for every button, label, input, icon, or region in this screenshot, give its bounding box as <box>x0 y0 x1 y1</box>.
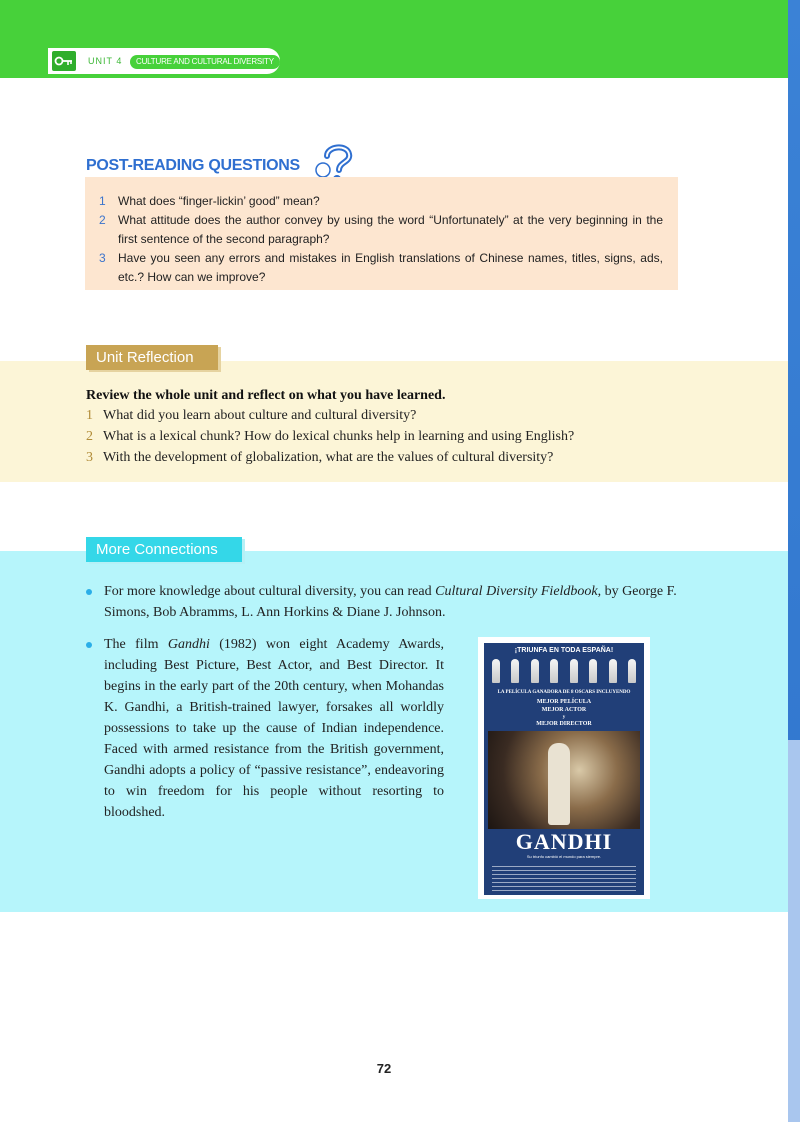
reflection-heading: Review the whole unit and reflect on what you have learned. <box>86 388 446 403</box>
unit-reflection-tag: Unit Reflection <box>86 345 218 370</box>
oscar-statuettes <box>492 659 636 685</box>
connection-item-film <box>104 634 444 823</box>
gandhi-poster <box>478 637 650 899</box>
question-number: 1 <box>99 194 106 208</box>
reflection-number: 1 <box>86 408 93 423</box>
bullet-icon <box>86 589 92 595</box>
unit-label: UNIT 4 <box>88 56 123 66</box>
poster-line: MEJOR ACTOR <box>541 707 587 713</box>
reflection-text: With the development of globalization, what are the values of cultural diversity? <box>103 450 554 465</box>
post-reading-title: POST-READING QUESTIONS <box>86 157 300 174</box>
connection-text: The film <box>104 637 168 652</box>
poster-tagline: Su triunfo cambió el mundo para siempre. <box>526 854 602 859</box>
key-icon <box>50 49 78 73</box>
book-title: Cultural Diversity Fieldbook <box>435 584 598 599</box>
more-connections-tag: More Connections <box>86 537 242 562</box>
connection-text: , by George F. Simons, Bob Abramms, L. Ann Horkins & Diane J. Johnson. <box>104 584 677 620</box>
poster-line: y <box>562 715 566 720</box>
reflection-number: 2 <box>86 429 93 444</box>
reflection-number: 3 <box>86 450 93 465</box>
list-item <box>86 408 416 424</box>
poster-figure <box>548 743 570 825</box>
connection-item-book <box>104 581 704 623</box>
question-number: 2 <box>99 213 106 227</box>
unit-name: CULTURE AND CULTURAL DIVERSITY <box>130 55 280 69</box>
page-number: 72 <box>376 1061 392 1076</box>
poster-header: ¡TRIUNFA EN TODA ESPAÑA! <box>514 647 614 654</box>
question-text: What does “finger-lickin’ good” mean? <box>118 194 320 208</box>
film-title: Gandhi <box>167 637 210 652</box>
connection-text: For more knowledge about cultural diversity, you can read <box>104 584 436 599</box>
reflection-text: What did you learn about culture and cultural diversity? <box>103 408 417 423</box>
page-edge-strip <box>788 0 800 1122</box>
connection-text: (1982) won eight Academy Awards, including Best Picture, Best Actor, and Best Director. It begins in the early part of the 20th century, when Mohandas K. Gandhi, a British-trained lawyer, forsakes all worldly possessions to take up the cause of Indian independence. Faced with armed resistance from the British government, Gandhi adopts a policy of “passive resistance”, endeavoring to win freedom for his people without resorting to bloodshed. <box>104 637 444 820</box>
post-reading-box <box>85 177 678 290</box>
list-item <box>86 450 553 466</box>
poster-credits <box>492 863 636 893</box>
poster-line: MEJOR DIRECTOR <box>536 721 592 727</box>
poster-line: LA PELÍCULA GANADORA DE 8 OSCARS INCLUYENDO <box>497 690 631 695</box>
bullet-icon <box>86 642 92 648</box>
question-text: What attitude does the author convey by using the word “Unfortunately” at the very beginning in the first sentence of the second paragraph? <box>118 213 663 246</box>
question-text: Have you seen any errors and mistakes in English translations of Chinese names, titles, signs, ads, etc.? How can we improve? <box>118 251 663 284</box>
question-number: 3 <box>99 251 106 265</box>
poster-title: GANDHI <box>515 829 613 854</box>
list-item <box>86 429 574 445</box>
reflection-text: What is a lexical chunk? How do lexical chunks help in learning and using English? <box>103 429 575 444</box>
poster-line: MEJOR PELÍCULA <box>536 699 592 705</box>
